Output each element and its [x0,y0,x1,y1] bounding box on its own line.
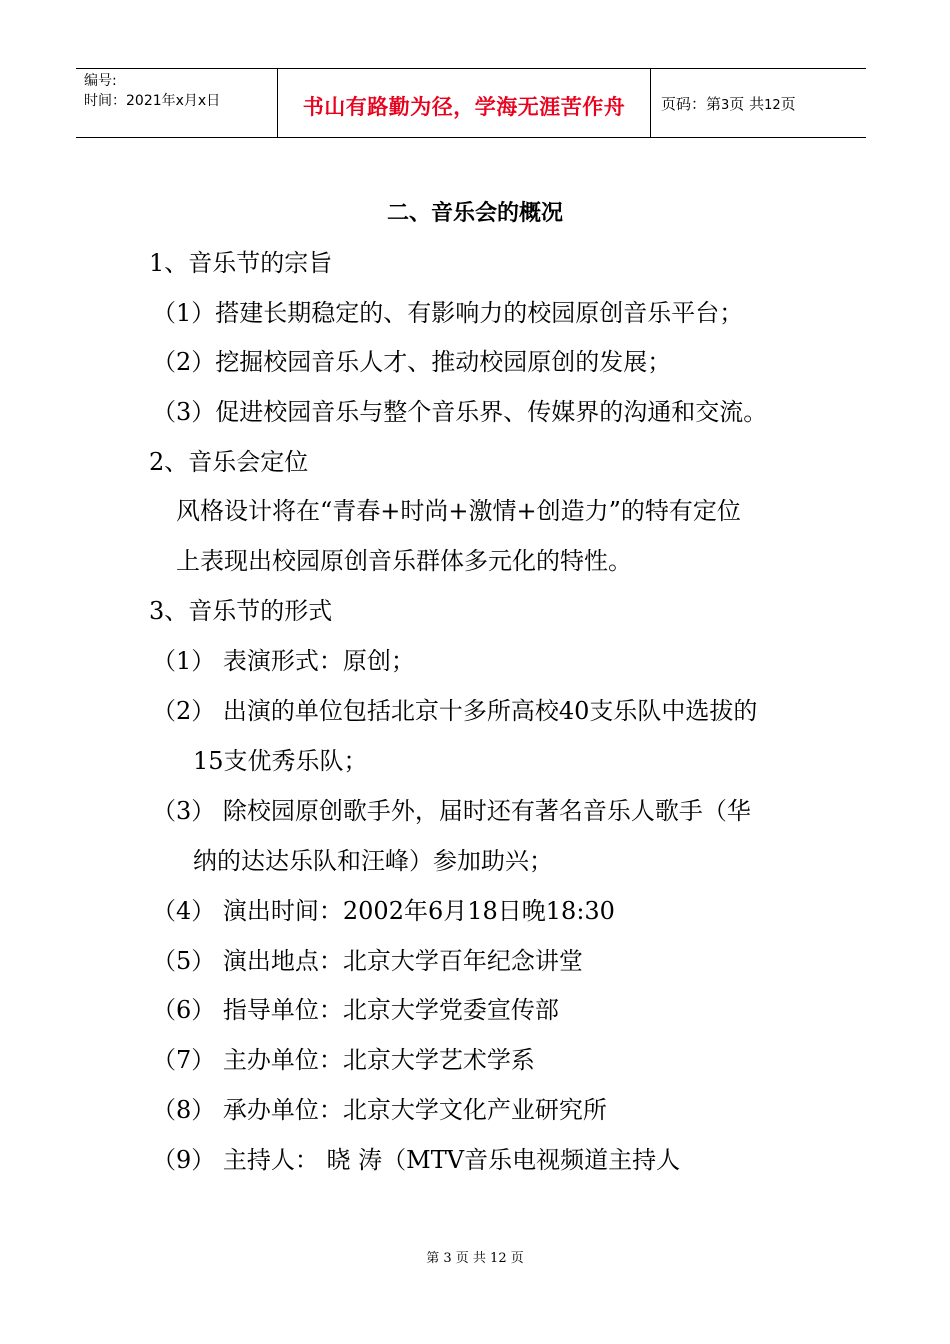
format-item-3: （3） 除校园原创歌手外，届时还有著名音乐人歌手（华 [152,797,751,825]
heading-format: 3、音乐节的形式 [149,597,333,625]
format-item-9: （9） 主持人： 晓 涛（MTV音乐电视频道主持人 [152,1146,681,1174]
section-title: 二、音乐会的概况 [386,201,563,226]
format-item-4: （4） 演出时间：2002年6月18日晚18:30 [152,897,615,925]
time-label: 时间：2021年x月x日 [84,93,221,109]
format-item-5: （5） 演出地点：北京大学百年纪念讲堂 [152,947,583,975]
page-prefix: 页码：第 [661,95,722,113]
format-item-6: （6） 指导单位：北京大学党委宣传部 [152,996,559,1024]
page-current: 3 [721,98,730,113]
format-item-8: （8） 承办单位：北京大学文化产业研究所 [152,1096,607,1124]
heading-purpose: 1、音乐节的宗旨 [149,249,333,277]
format-item-7: （7） 主办单位：北京大学艺术学系 [152,1046,535,1074]
page-total: 12 [764,98,781,113]
purpose-item-3: （3）促进校园音乐与整个音乐界、传媒界的沟通和交流。 [152,398,768,426]
motto: 书山有路勤为径，学海无涯苦作舟 [302,95,626,119]
page-header [76,68,866,138]
format-item-2-cont: 15支优秀乐队； [193,747,368,775]
positioning-text-1: 风格设计将在“青春+时尚+激情+创造力”的特有定位 [176,497,741,525]
number-label: 编号: [84,73,117,89]
page-footer: 第 3 页 共 12 页 [426,1251,524,1266]
format-item-1: （1） 表演形式：原创； [152,647,415,675]
purpose-item-1: （1）搭建长期稳定的、有影响力的校园原创音乐平台； [152,299,744,327]
heading-positioning: 2、音乐会定位 [149,448,309,476]
page-mid: 页 共 [729,95,765,113]
header-page-cell [651,69,866,137]
format-item-2: （2） 出演的单位包括北京十多所高校40支乐队中选拔的 [152,697,758,725]
page-indicator [661,93,796,114]
format-item-3-cont: 纳的达达乐队和汪峰）参加助兴； [193,847,553,875]
header-motto-cell [278,69,651,137]
page-suffix: 页 [780,95,796,113]
header-meta-cell [76,69,278,137]
purpose-item-2: （2）挖掘校园音乐人才、推动校园原创的发展； [152,348,672,376]
positioning-text-2: 上表现出校园原创音乐群体多元化的特性。 [176,547,632,575]
